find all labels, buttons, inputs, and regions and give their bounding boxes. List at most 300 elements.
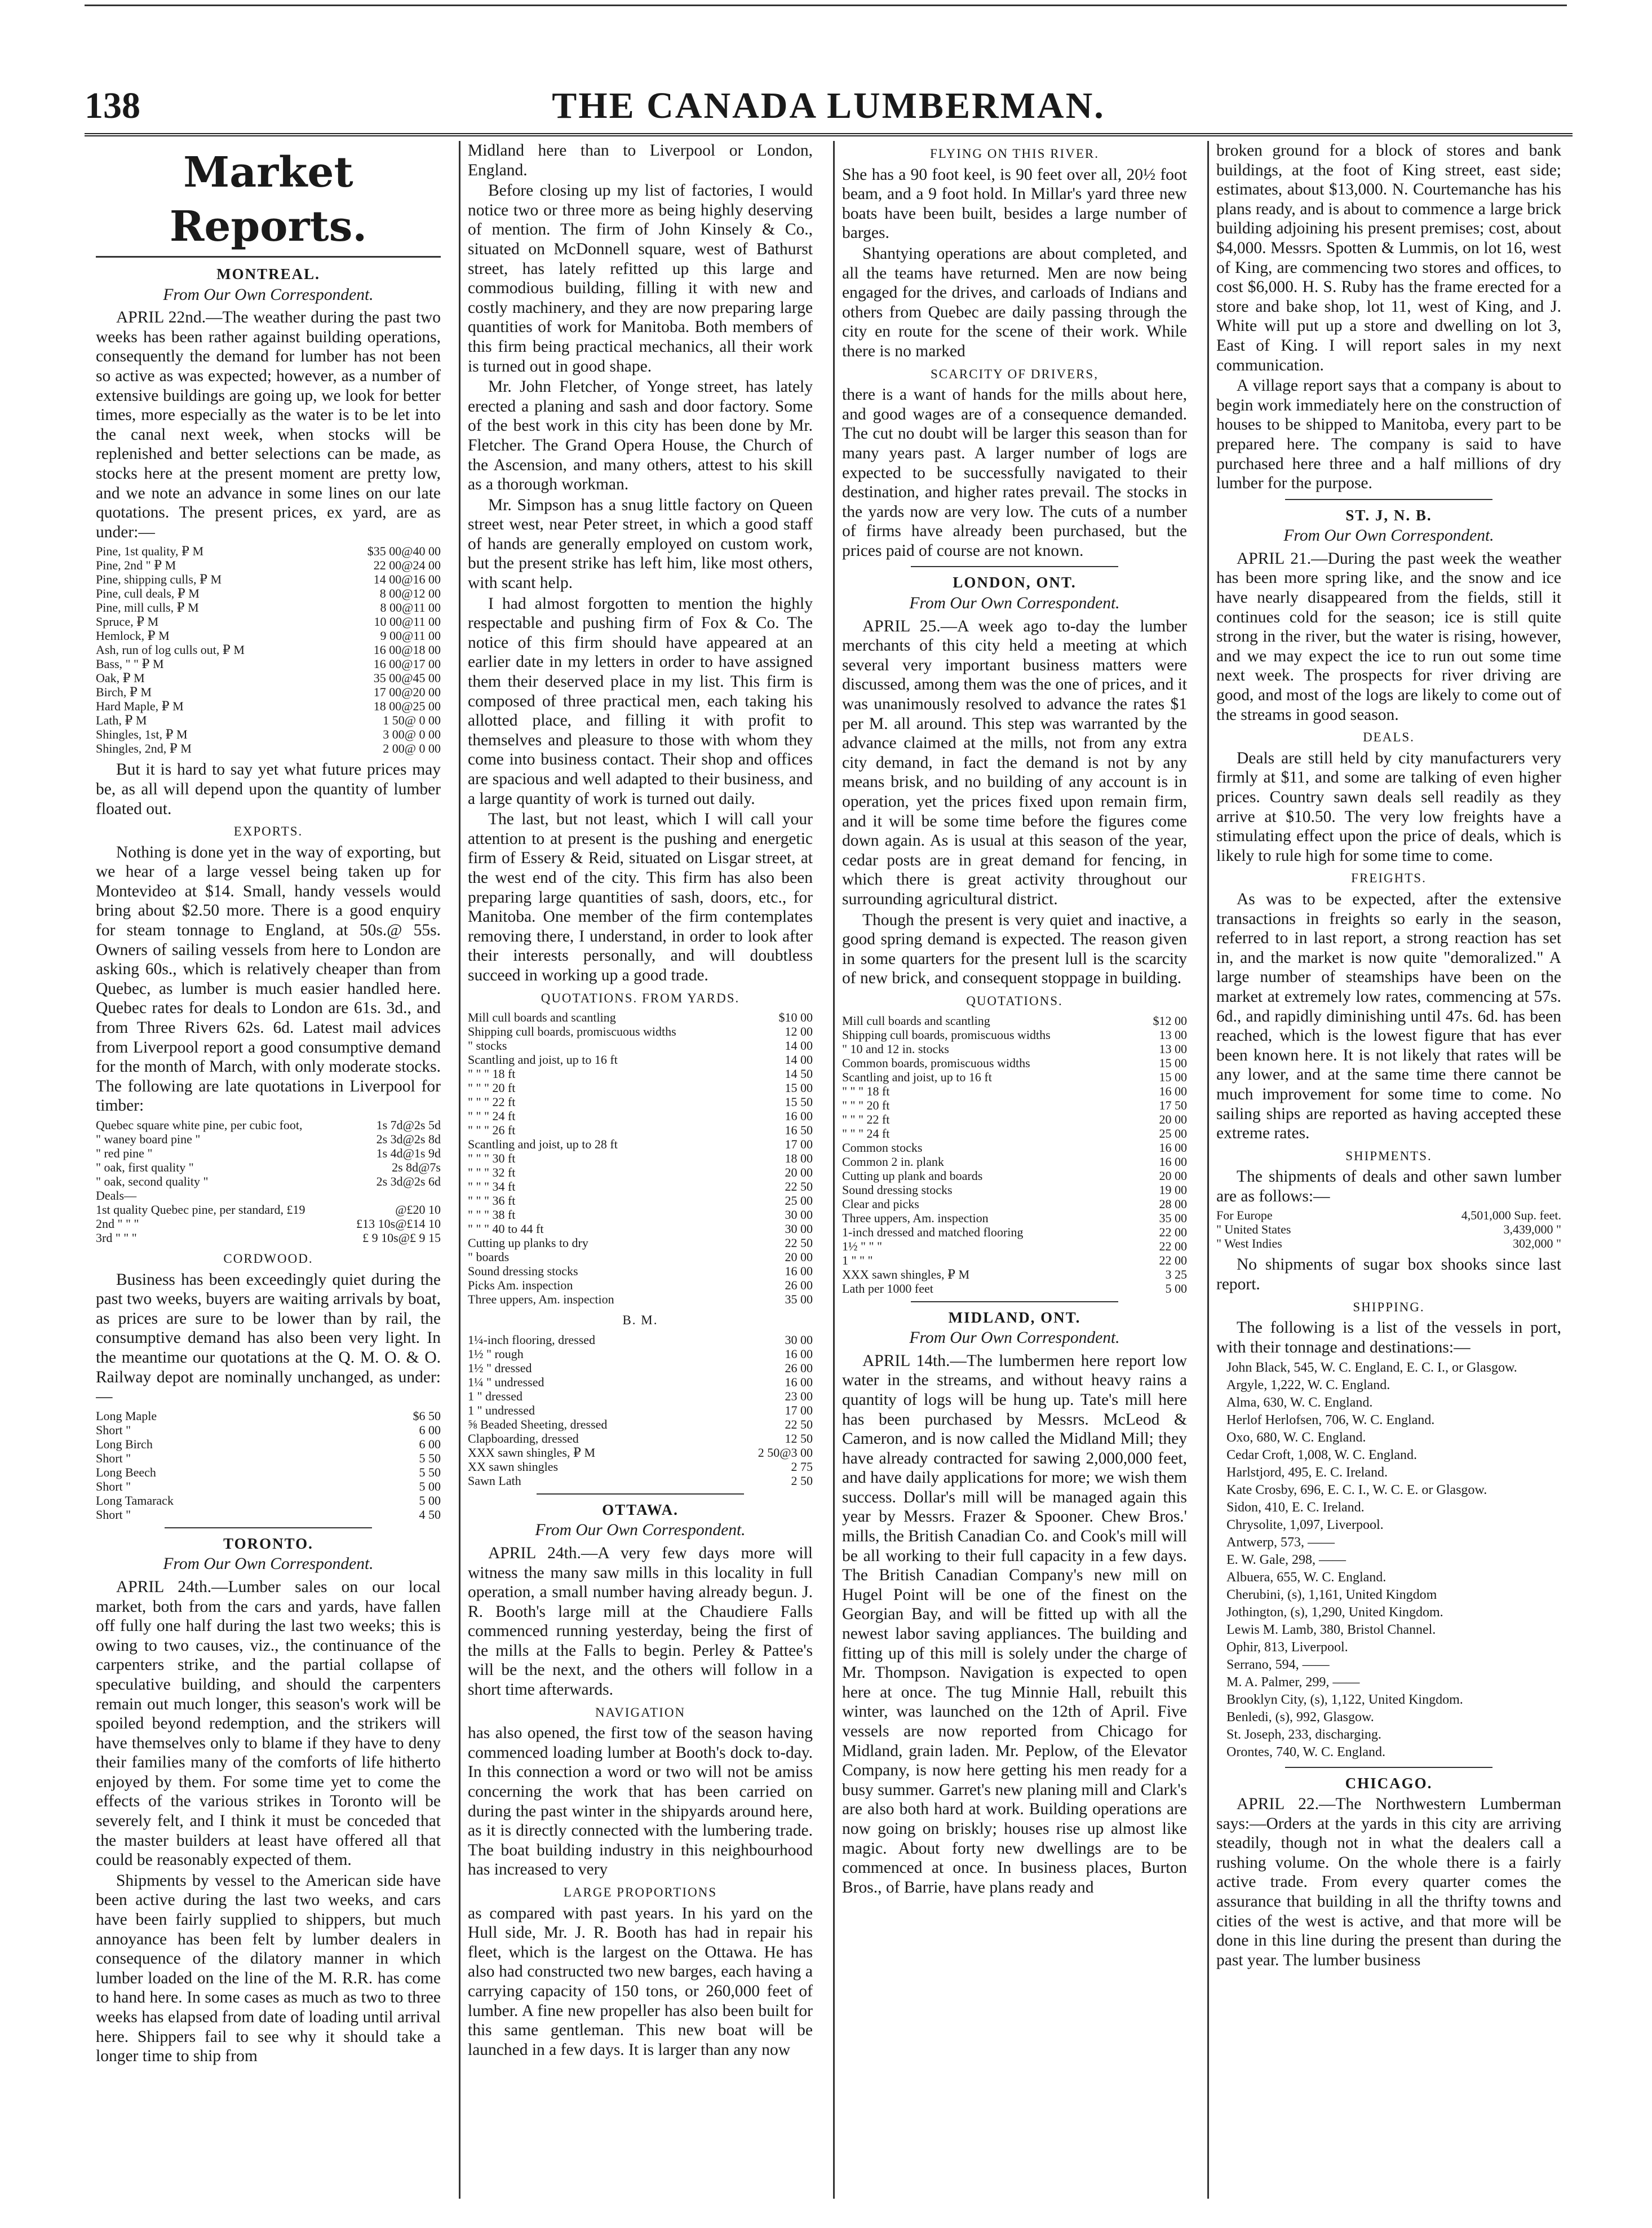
item-price: 5 00 xyxy=(419,1493,441,1508)
item-price: 30 00 xyxy=(785,1208,813,1222)
item-price: 25 00 xyxy=(1159,1126,1187,1140)
item-label: Pine, cull deals, ₽ M xyxy=(96,586,200,601)
item-price: 17 00@20 00 xyxy=(373,685,441,700)
shipments-heading: SHIPMENTS. xyxy=(1345,1148,1432,1163)
london-heading: LONDON, ONT. xyxy=(953,574,1077,591)
scarcity-heading: SCARCITY OF DRIVERS, xyxy=(931,366,1099,381)
table-row xyxy=(96,1146,441,1160)
vessel-entry: Albuera, 655, W. C. England. xyxy=(1226,1570,1387,1585)
table-row xyxy=(468,1010,813,1024)
item-label: Oak, ₽ M xyxy=(96,671,145,686)
item-label: Ash, run of log culls out, ₽ M xyxy=(96,643,245,657)
london-quotations-heading: QUOTATIONS. xyxy=(966,993,1063,1008)
midland-paragraph: broken ground for a block of stores and bank buildings, at the foot of King street, east side; estimates, about $13,000. N. Courtemanche has his plans ready, and is about to commence a large brick building adjoining his present premises; cost, about $4,000. Messrs. Spotten & Lummis, on lot 16, west of King, are commencing two stores and offices, to cost $6,000. H. S. Ruby has the frame erected for a store and bake shop, lot 11, west of King, and J. White will put up a store and dwelling on lot 3, East of King. I will report sales in my next communication. xyxy=(1216,142,1561,374)
toronto-paragraph: APRIL 24th.—Lumber sales on our local market, both from the cars and yards, have fallen off fully one half during the last two weeks; this is owing to two causes, viz., the continuance of the carpenters strike, and the partial collapse of speculative building, and should the carpenters remain out much longer, this season's work will be spoiled beyond redemption, and the strikers will have themselves only to blame if they have to deny their families many of the comforts of life hitherto enjoyed by them. For some time yet to come the effects of the various strikes in Toronto will be severely felt, and I think it must be conceded that the master builders at least have offered all that could be reasonably expected of them. xyxy=(96,1577,441,1869)
item-price: 28 00 xyxy=(1159,1196,1187,1211)
montreal-paragraph: Business has been exceedingly quiet during the past two weeks, buyers are waiting arrivals by boat, as prices are sure to be lower than by rail, the consumptive demand has also been very light. In the meantime our quotations at the Q. M. O. & O. Railway depot are nominally unchanged, as under:— xyxy=(96,1270,441,1406)
column-4 xyxy=(1216,141,1561,2199)
market-reports-heading: Market Reports. xyxy=(96,145,441,258)
column-3 xyxy=(842,141,1187,2199)
london-paragraph: APRIL 25.—A week ago to-day the lumber merchants of this city held a meeting at which several very important business matters were discussed, among them was the one of prices, and it was unanimously resolved to advance the rates $1 per M. all around. This step was warranted by the advance claimed at the mills, not from any extra city demand, in fact the demand is not by any means brisk, and no building of any account is in operation, yet the prices fixed upon remain firm, and it will be some time before the figures come down again. As is usual at this season of the year, cedar posts are in great demand for fencing, in which there is great activity throughout our surrounding agricultural district. xyxy=(842,617,1187,908)
table-row xyxy=(468,1151,813,1165)
item-price: 3,439,000 " xyxy=(1503,1222,1561,1237)
table-row xyxy=(468,1208,813,1222)
item-price: 6 00 xyxy=(419,1422,441,1437)
table-row xyxy=(842,1014,1187,1028)
item-label: Short " xyxy=(96,1451,131,1465)
toronto-paragraph: Shipments by vessel to the American side have been active during the last two weeks, and cars have been fairly supplied to shippers, but much annoyance has been felt by lumber dealers in consequence of the dilatory manner in which lumber loaded on the line of the M. R.R. has come to hand here. In some cases as much as two to three weeks has elapsed from date of loading until arrival here. Shippers fail to see why it should take a longer time to ship from xyxy=(96,1871,441,2066)
section-divider xyxy=(911,566,1118,567)
item-price: 1s 7d@2s 5d xyxy=(376,1118,441,1132)
table-row xyxy=(1216,1236,1561,1250)
item-label: " oak, second quality " xyxy=(96,1174,209,1188)
item-label: ⅝ Beaded Sheeting, dressed xyxy=(468,1417,608,1431)
table-row xyxy=(842,1042,1187,1056)
table-row xyxy=(1216,1222,1561,1236)
vessel-entry: Oxo, 680, W. C. England. xyxy=(1226,1430,1366,1445)
item-price: 6 00 xyxy=(419,1436,441,1451)
table-row xyxy=(842,1126,1187,1140)
table-row xyxy=(842,1028,1187,1042)
item-label: Short " xyxy=(96,1479,131,1493)
item-label: " " " 18 ft xyxy=(468,1067,516,1081)
item-price: 16 50 xyxy=(785,1123,813,1138)
table-row xyxy=(96,727,441,741)
midland-byline: From Our Own Correspondent. xyxy=(909,1329,1120,1347)
table-row xyxy=(96,1132,441,1146)
table-row xyxy=(468,1417,813,1431)
item-price: 16 00@17 00 xyxy=(373,657,441,671)
item-price xyxy=(356,1188,441,1203)
item-label: Three uppers, Am. inspection xyxy=(468,1292,614,1307)
item-price: 16 00@18 00 xyxy=(373,643,441,657)
item-label: " " " 22 ft xyxy=(468,1095,516,1109)
ottawa-paragraph: Shantying operations are about completed, and all the teams have returned. Men are now being engaged for the drives, and carloads of Indians and others from Quebec are daily passing through the city en route for the scene of their work. While there is no marked xyxy=(842,244,1187,360)
table-row xyxy=(468,1375,813,1389)
table-row xyxy=(842,1183,1187,1197)
item-price: @£20 10 xyxy=(395,1203,441,1217)
table-row xyxy=(468,1165,813,1179)
section-divider xyxy=(1285,1767,1492,1768)
item-price: 14 00@16 00 xyxy=(373,572,441,587)
item-label: Deals— xyxy=(96,1188,137,1203)
table-row xyxy=(96,600,441,615)
table-row xyxy=(468,1292,813,1306)
table-row xyxy=(96,1437,441,1451)
item-label: Lath per 1000 feet xyxy=(842,1281,933,1296)
item-label: XXX sawn shingles, ₽ M xyxy=(468,1445,596,1460)
item-label: 1-inch dressed and matched flooring xyxy=(842,1224,1024,1239)
st-john-heading: ST. J, N. B. xyxy=(1345,506,1432,524)
item-price: 35 00 xyxy=(1159,1210,1187,1225)
ottawa-paragraph: has also opened, the first tow of the season having commenced loading lumber at Booth's dock to-day. In this connection a word or two will not be amiss concerning the work that has been carried on during the past winter in the shipyards around here, as it is directly connected with the lumbering trade. The boat building industry in this neighbourhood has increased to very xyxy=(468,1724,813,1879)
item-price: 16 00 xyxy=(785,1264,813,1279)
toronto-byline: From Our Own Correspondent. xyxy=(163,1555,374,1573)
toronto-paragraph: The last, but not least, which I will call your attention to at present is the pushing and energetic firm of Essery & Reid, situated on Lisgar street, at the west end of the city. This firm has also been preparing large quantities of sash, doors, etc., for Manitoba. One member of the firm contemplates removing there, I understand, in order to look after their interests personally, and will doubtless succeed in working up a good trade. xyxy=(468,810,813,984)
table-row xyxy=(842,1098,1187,1112)
midland-heading: MIDLAND, ONT. xyxy=(948,1308,1081,1326)
table-row xyxy=(842,1070,1187,1084)
table-row xyxy=(96,1118,441,1132)
vessel-entry: Harlstjord, 495, E. C. Ireland. xyxy=(1226,1465,1388,1480)
vessel-entry: Cherubini, (s), 1,161, United Kingdom xyxy=(1226,1588,1437,1603)
deals-heading: DEALS. xyxy=(1363,730,1415,745)
item-label: Sound dressing stocks xyxy=(842,1182,953,1197)
shipments-table xyxy=(1216,1208,1561,1250)
ottawa-paragraph: there is a want of hands for the mills about here, and good wages are of a consequence demanded. The cut no doubt will be larger this season than for many years past. A larger number of logs are expected to be successfully navigated to their destination, and higher rates prevail. The stocks in the yards now are very low. The cuts of a number of firms have already been purchased, but the prices paid of course are not known. xyxy=(842,386,1187,560)
item-label: " oak, first quality " xyxy=(96,1160,194,1174)
item-price: 10 00@11 00 xyxy=(374,615,441,629)
table-row xyxy=(468,1179,813,1193)
item-price: 20 00 xyxy=(1159,1168,1187,1183)
item-label: " " " 22 ft xyxy=(842,1112,890,1126)
item-label: Shipping cull boards, promiscuous widths xyxy=(842,1027,1051,1042)
table-row xyxy=(96,1409,441,1423)
toronto-paragraph: Mr. Simpson has a snug little factory on Queen street west, near Peter street, in which a good staff of hands are generally employed on custom work, but the present strike has left him, like most others, with scant help. xyxy=(468,496,813,593)
item-label: Pine, shipping culls, ₽ M xyxy=(96,572,222,587)
table-row xyxy=(96,657,441,671)
item-label: " " " 24 ft xyxy=(842,1126,890,1140)
item-price: $10 00 xyxy=(778,1010,813,1025)
page-number: 138 xyxy=(85,85,140,126)
st-john-paragraph: The following is a list of the vessels in port, with their tonnage and destinations:— xyxy=(1216,1319,1561,1356)
section-divider xyxy=(911,1301,1118,1302)
item-price: 2s 3d@2s 8d xyxy=(376,1132,441,1146)
column-rule xyxy=(833,141,835,2199)
item-label: Sawn Lath xyxy=(468,1473,521,1488)
item-price: 3 00@ 0 00 xyxy=(383,727,441,742)
item-label: " " " 38 ft xyxy=(468,1208,516,1222)
item-price: 18 00 xyxy=(785,1151,813,1166)
item-price: 12 00 xyxy=(785,1024,813,1039)
column-1 xyxy=(96,141,441,2199)
toronto-paragraph: Mr. John Fletcher, of Yonge street, has lately erected a planing and sash and door factory. Some of the best work in this city has been done by Mr. Fletcher. The Grand Opera House, the Church of the Ascension, and many others, attest to his skill as a thorough workman. xyxy=(468,378,813,494)
item-label: Pine, mill culls, ₽ M xyxy=(96,600,199,615)
ottawa-heading: OTTAWA. xyxy=(602,1501,679,1518)
item-label: 3rd " " " xyxy=(96,1231,137,1245)
st-john-byline: From Our Own Correspondent. xyxy=(1283,527,1494,545)
item-label: XXX sawn shingles, ₽ M xyxy=(842,1267,970,1281)
table-row xyxy=(96,1217,441,1231)
item-label: For Europe xyxy=(1216,1208,1273,1223)
item-price: 26 00 xyxy=(785,1360,813,1375)
table-row xyxy=(468,1278,813,1292)
table-row xyxy=(468,1361,813,1375)
item-price: 2 00@ 0 00 xyxy=(383,741,441,756)
table-row xyxy=(468,1109,813,1123)
liverpool-price-table xyxy=(96,1118,441,1245)
table-row xyxy=(96,1174,441,1188)
table-row xyxy=(842,1169,1187,1183)
vessel-entry: Alma, 630, W. C. England. xyxy=(1226,1395,1373,1411)
flying-heading: FLYING ON THIS RIVER. xyxy=(930,147,1099,161)
table-row xyxy=(96,586,441,600)
london-paragraph: Though the present is very quiet and inactive, a good spring demand is expected. The reason given in some quarters for the present lull is the scarcity of new brick, and consequent stoppage in building. xyxy=(842,910,1187,988)
item-label: Long Birch xyxy=(96,1436,153,1451)
table-row xyxy=(842,1140,1187,1155)
item-price: 5 50 xyxy=(419,1451,441,1465)
item-price: 2 50 xyxy=(791,1473,813,1488)
toronto-quotations-heading: QUOTATIONS. FROM YARDS. xyxy=(541,991,740,1005)
item-price: 35 00 xyxy=(785,1292,813,1307)
table-row xyxy=(468,1137,813,1151)
ottawa-paragraph: APRIL 24th.—A very few days more will witness the many saw mills in this locality in full operation, a small number having already begun. J. R. Booth's large mill at the Chaudiere Falls commenced running yesterday, being the first of the mills at the Falls to begin. Perley & Pattee's will be the next, and the others will follow in a short time afterwards. xyxy=(468,1544,813,1699)
table-row xyxy=(468,1095,813,1109)
table-row xyxy=(468,1024,813,1038)
item-label: Pine, 1st quality, ₽ M xyxy=(96,544,204,559)
vessel-entry: Antwerp, 573, —— xyxy=(1226,1535,1335,1550)
item-label: 1 " dressed xyxy=(468,1389,522,1403)
item-price: 17 00 xyxy=(785,1137,813,1152)
table-row xyxy=(468,1081,813,1095)
item-price: 2s 8d@7s xyxy=(392,1160,441,1174)
vessel-entry: M. A. Palmer, 299, —— xyxy=(1226,1675,1360,1690)
item-label: 1½ " rough xyxy=(468,1346,524,1361)
item-label: " red pine " xyxy=(96,1146,153,1160)
table-row xyxy=(96,1160,441,1174)
item-label: Long Tamarack xyxy=(96,1493,174,1508)
item-price: 9 00@11 00 xyxy=(380,629,441,643)
vessel-entry: Orontes, 740, W. C. England. xyxy=(1226,1745,1385,1760)
page-header xyxy=(85,85,1573,130)
vessel-entry: Serrano, 594, —— xyxy=(1226,1657,1330,1673)
item-label: XX sawn shingles xyxy=(468,1459,559,1474)
exports-heading: EXPORTS. xyxy=(233,824,303,839)
table-row xyxy=(468,1067,813,1081)
table-row xyxy=(468,1236,813,1250)
chicago-heading: CHICAGO. xyxy=(1345,1775,1433,1792)
table-row xyxy=(842,1155,1187,1169)
item-price: 5 00 xyxy=(419,1479,441,1493)
vessel-list xyxy=(1226,1359,1561,1761)
item-price: 2 75 xyxy=(791,1459,813,1474)
item-label: Hard Maple, ₽ M xyxy=(96,699,184,714)
table-row xyxy=(842,1253,1187,1267)
montreal-heading: MONTREAL. xyxy=(216,266,320,282)
table-row xyxy=(96,1451,441,1465)
vessel-entry: Herlof Herlofsen, 706, W. C. England. xyxy=(1226,1413,1435,1428)
item-label: " " " 20 ft xyxy=(468,1081,516,1095)
item-price: 3 25 xyxy=(1165,1267,1187,1281)
item-label: 2nd " " " xyxy=(96,1217,139,1231)
montreal-paragraph: APRIL 22nd.—The weather during the past two weeks has been rather against building operations, consequently the demand for lumber has not been so active as was expected; however, as a number of extensive buildings are going up, we look for better times, more especially as the water is to be let into the canal next week, when stocks will be replenished and better selections can be made, as stocks here at the present moment are pretty low, and we note an advance in some lines on our late quotations. The present prices, ex yard, are as under:— xyxy=(96,308,441,541)
item-label: " " " 20 ft xyxy=(842,1098,890,1112)
item-label: Clapboarding, dressed xyxy=(468,1431,579,1445)
item-label: Scantling and joist, up to 28 ft xyxy=(468,1137,618,1152)
cordwood-price-table xyxy=(96,1409,441,1522)
vessel-entry: Chrysolite, 1,097, Liverpool. xyxy=(1226,1518,1384,1533)
item-price: 1 50@ 0 00 xyxy=(383,713,441,728)
newspaper-title: THE CANADA LUMBERMAN. xyxy=(552,85,1105,126)
table-row xyxy=(96,643,441,657)
cordwood-heading: CORDWOOD. xyxy=(223,1252,313,1266)
item-price: 22 50 xyxy=(785,1417,813,1431)
table-row xyxy=(468,1193,813,1208)
item-label: Clear and picks xyxy=(842,1196,919,1211)
item-price: 14 00 xyxy=(785,1038,813,1053)
table-row xyxy=(96,615,441,629)
item-label: Spruce, ₽ M xyxy=(96,615,159,629)
chicago-paragraph: APRIL 22.—The Northwestern Lumberman says:—Orders at the yards in this city are arriving steadily, though not in what the dealers call a rushing volume. On the whole there is a fairly active trade. From every quarter comes the assurance that building in all the thrifty towns and cities of the west is active, and that more will be done in this line during the present than during the past year. The lumber business xyxy=(1216,1795,1561,1969)
item-label: " United States xyxy=(1216,1222,1291,1237)
item-price: 16 00 xyxy=(785,1374,813,1389)
item-price: 20 00 xyxy=(1159,1112,1187,1126)
item-label: 1¼ " undressed xyxy=(468,1374,544,1389)
table-row xyxy=(842,1267,1187,1281)
montreal-paragraph: Nothing is done yet in the way of exporting, but we hear of a large vessel being taken up for Montevideo at $14. Small, handy vessels would bring about $2.50 more. There is a good enquiry for steam tonnage to England, at 50s.@ 55s. Owners of sailing vessels from here to London are asking 60s., which is relatively cheaper than from Quebec, as lumber is much easier handled here. Quebec rates for deals to London are 61s. 3d., and from Three Rivers 62s. 6d. Latest mail advices from Liverpool report a good consumptive demand for the month of March, with only moderate stocks. The following are late quotations in Liverpool for timber: xyxy=(96,843,441,1115)
vessel-entry: Sidon, 410, E. C. Ireland. xyxy=(1226,1500,1365,1515)
table-row xyxy=(842,1112,1187,1126)
table-row xyxy=(468,1389,813,1403)
top-rule xyxy=(85,5,1567,6)
ottawa-byline: From Our Own Correspondent. xyxy=(535,1521,746,1540)
item-price: 17 00 xyxy=(785,1403,813,1417)
table-row xyxy=(96,544,441,558)
item-price: 23 00 xyxy=(785,1389,813,1403)
item-label: Cutting up planks to dry xyxy=(468,1236,588,1250)
st-john-paragraph: APRIL 21.—During the past week the weather has been more spring like, and the snow and ice have nearly disappeared from the fields, still it continues cold for the season; ice is still quite strong in the river, but the water is rising, however, and we may expect the ice to run out some time next week. The prospects for river driving are good, and most of the logs are likely to come out of the streams in good season. xyxy=(1216,549,1561,724)
vessel-entry: Cedar Croft, 1,008, W. C. England. xyxy=(1226,1448,1417,1463)
item-label: Pine, 2nd " ₽ M xyxy=(96,558,176,573)
section-divider xyxy=(165,1527,371,1528)
vessel-entry: Kate Crosby, 696, E. C. I., W. C. E. or Glasgow. xyxy=(1226,1483,1487,1498)
st-john-paragraph: No shipments of sugar box shooks since last report. xyxy=(1216,1256,1561,1294)
item-price: 18 00@25 00 xyxy=(373,699,441,714)
item-price: 15 00 xyxy=(1159,1069,1187,1084)
section-divider xyxy=(537,1493,743,1495)
item-label: Common boards, promiscuous widths xyxy=(842,1055,1030,1070)
item-price: 1s 4d@1s 9d xyxy=(376,1146,441,1160)
item-label: Shipping cull boards, promiscuous widths xyxy=(468,1024,676,1039)
table-row xyxy=(96,713,441,727)
vessel-entry: Brooklyn City, (s), 1,122, United Kingdom. xyxy=(1226,1692,1463,1708)
montreal-paragraph: But it is hard to say yet what future prices may be, as all will depend upon the quantity of lumber floated out. xyxy=(96,761,441,818)
item-price: 2 50@3 00 xyxy=(758,1445,813,1460)
item-price: 16 00 xyxy=(1159,1154,1187,1169)
item-label: " " " 34 ft xyxy=(468,1179,516,1194)
item-price: 30 00 xyxy=(785,1332,813,1347)
item-price: 15 50 xyxy=(785,1095,813,1109)
table-row xyxy=(468,1053,813,1067)
vessel-entry: Benledi, (s), 992, Glasgow. xyxy=(1226,1710,1374,1725)
item-price: 22 00 xyxy=(1159,1253,1187,1267)
item-label: " " " 24 ft xyxy=(468,1109,516,1124)
table-row xyxy=(842,1239,1187,1253)
table-row xyxy=(96,685,441,699)
item-label: " " " 30 ft xyxy=(468,1151,516,1166)
item-label: " West Indies xyxy=(1216,1236,1282,1251)
item-price: 13 00 xyxy=(1159,1027,1187,1042)
item-label: " stocks xyxy=(468,1038,507,1053)
table-row xyxy=(96,572,441,586)
item-label: Scantling and joist, up to 16 ft xyxy=(842,1069,992,1084)
item-label: Quebec square white pine, per cubic foot, xyxy=(96,1118,303,1132)
item-label: Three uppers, Am. inspection xyxy=(842,1210,989,1225)
table-row xyxy=(96,1203,441,1217)
item-label: Mill cull boards and scantling xyxy=(842,1013,990,1028)
item-price: 8 00@12 00 xyxy=(379,586,441,601)
st-john-paragraph: The shipments of deals and other sawn lumber are as follows:— xyxy=(1216,1168,1561,1205)
st-john-paragraph: As was to be expected, after the extensive transactions in freights so early in the season, referred to in last report, a strong reaction has set in, and the market is now quite "demoralized." A large number of steamships have been on the market at extremely low rates, commencing at 57s. 6d., and rapidly diminishing until 47s. 6d. has been reached, which is the lowest figure that has ever been known here. It is not likely that rates will be any lower, and at the same time there cannot be much improvement for some time to come. No sailing ships are reported as having accepted these extreme rates. xyxy=(1216,890,1561,1143)
table-row xyxy=(96,558,441,572)
table-row xyxy=(468,1403,813,1417)
st-john-paragraph: Deals are still held by city manufacturers very firmly at $11, and some are talking of even higher prices. Country sawn deals sell readily as they arrive at $10.50. The very low freights have a stimulating effect upon the price of deals, which is likely to rule high for some time to come. xyxy=(1216,749,1561,865)
header-rule xyxy=(85,133,1573,136)
item-price: 16 00 xyxy=(785,1109,813,1124)
shipping-heading: SHIPPING. xyxy=(1353,1299,1425,1314)
item-price: 22 00@24 00 xyxy=(373,558,441,573)
item-price: 15 00 xyxy=(785,1081,813,1095)
table-row xyxy=(96,1493,441,1508)
item-price: $12 00 xyxy=(1153,1013,1187,1028)
board-measure-heading: B. M. xyxy=(622,1313,658,1328)
table-row xyxy=(96,1465,441,1479)
item-price: 22 00 xyxy=(1159,1224,1187,1239)
london-byline: From Our Own Correspondent. xyxy=(909,594,1120,613)
table-row xyxy=(468,1460,813,1474)
item-label: 1¼-inch flooring, dressed xyxy=(468,1332,596,1347)
table-row xyxy=(468,1250,813,1264)
freights-heading: FREIGHTS. xyxy=(1351,871,1427,886)
item-price: £13 10s@£14 10 xyxy=(356,1217,441,1231)
item-price: 25 00 xyxy=(785,1193,813,1208)
montreal-price-table xyxy=(96,544,441,755)
item-price: $35 00@40 00 xyxy=(367,544,441,559)
table-row xyxy=(468,1445,813,1460)
item-label: Scantling and joist, up to 16 ft xyxy=(468,1053,618,1067)
column-2 xyxy=(468,141,813,2199)
item-label: " " " 18 ft xyxy=(842,1084,890,1098)
item-price: 5 00 xyxy=(1165,1281,1187,1296)
table-row xyxy=(468,1264,813,1278)
vessel-entry: Jothington, (s), 1,290, United Kingdom. xyxy=(1226,1605,1443,1620)
table-row xyxy=(468,1431,813,1445)
item-label: " 10 and 12 in. stocks xyxy=(842,1041,949,1056)
table-row xyxy=(96,699,441,713)
item-label: Short " xyxy=(96,1507,131,1522)
table-row xyxy=(468,1123,813,1137)
item-label: Bass, " " ₽ M xyxy=(96,657,164,671)
item-price: 20 00 xyxy=(785,1250,813,1265)
item-price: 22 50 xyxy=(785,1236,813,1250)
item-label: Sound dressing stocks xyxy=(468,1264,578,1279)
item-price: 5 50 xyxy=(419,1465,441,1479)
vessel-entry: St. Joseph, 233, discharging. xyxy=(1226,1727,1381,1743)
item-price: 20 00 xyxy=(785,1165,813,1180)
item-label: Short " xyxy=(96,1422,131,1437)
toronto-paragraph: I had almost forgotten to mention the highly respectable and pushing firm of Fox & Co. The notice of this firm should have appeared at an earlier date in my letters in order to have assigned them their deserved place in my list. This firm is composed of three practical men, each taking his allotted place, and filling it with profit to themselves and pleasure to those with whom they come into business contact. Their shop and offices are spacious and well adapted to their business, and a large quantity of work is turned out daily. xyxy=(468,594,813,808)
item-price: 4,501,000 Sup. feet. xyxy=(1461,1208,1561,1223)
table-row xyxy=(468,1222,813,1236)
table-row xyxy=(842,1225,1187,1239)
table-row xyxy=(1216,1208,1561,1222)
vessel-entry: E. W. Gale, 298, —— xyxy=(1226,1553,1346,1568)
item-price: $6 50 xyxy=(413,1408,441,1423)
item-price: 22 50 xyxy=(785,1179,813,1194)
item-label: Mill cull boards and scantling xyxy=(468,1010,616,1025)
item-label: " boards xyxy=(468,1250,510,1265)
london-quotations-table xyxy=(842,1014,1187,1296)
item-label: 1 " " " xyxy=(842,1253,873,1267)
table-row xyxy=(96,1188,441,1203)
item-label: " " " 32 ft xyxy=(468,1165,516,1180)
table-row xyxy=(96,741,441,755)
table-row xyxy=(468,1333,813,1347)
item-label: Shingles, 1st, ₽ M xyxy=(96,727,188,742)
table-row xyxy=(96,1423,441,1437)
table-row xyxy=(842,1211,1187,1225)
large-proportions-heading: LARGE PROPORTIONS xyxy=(563,1885,718,1899)
